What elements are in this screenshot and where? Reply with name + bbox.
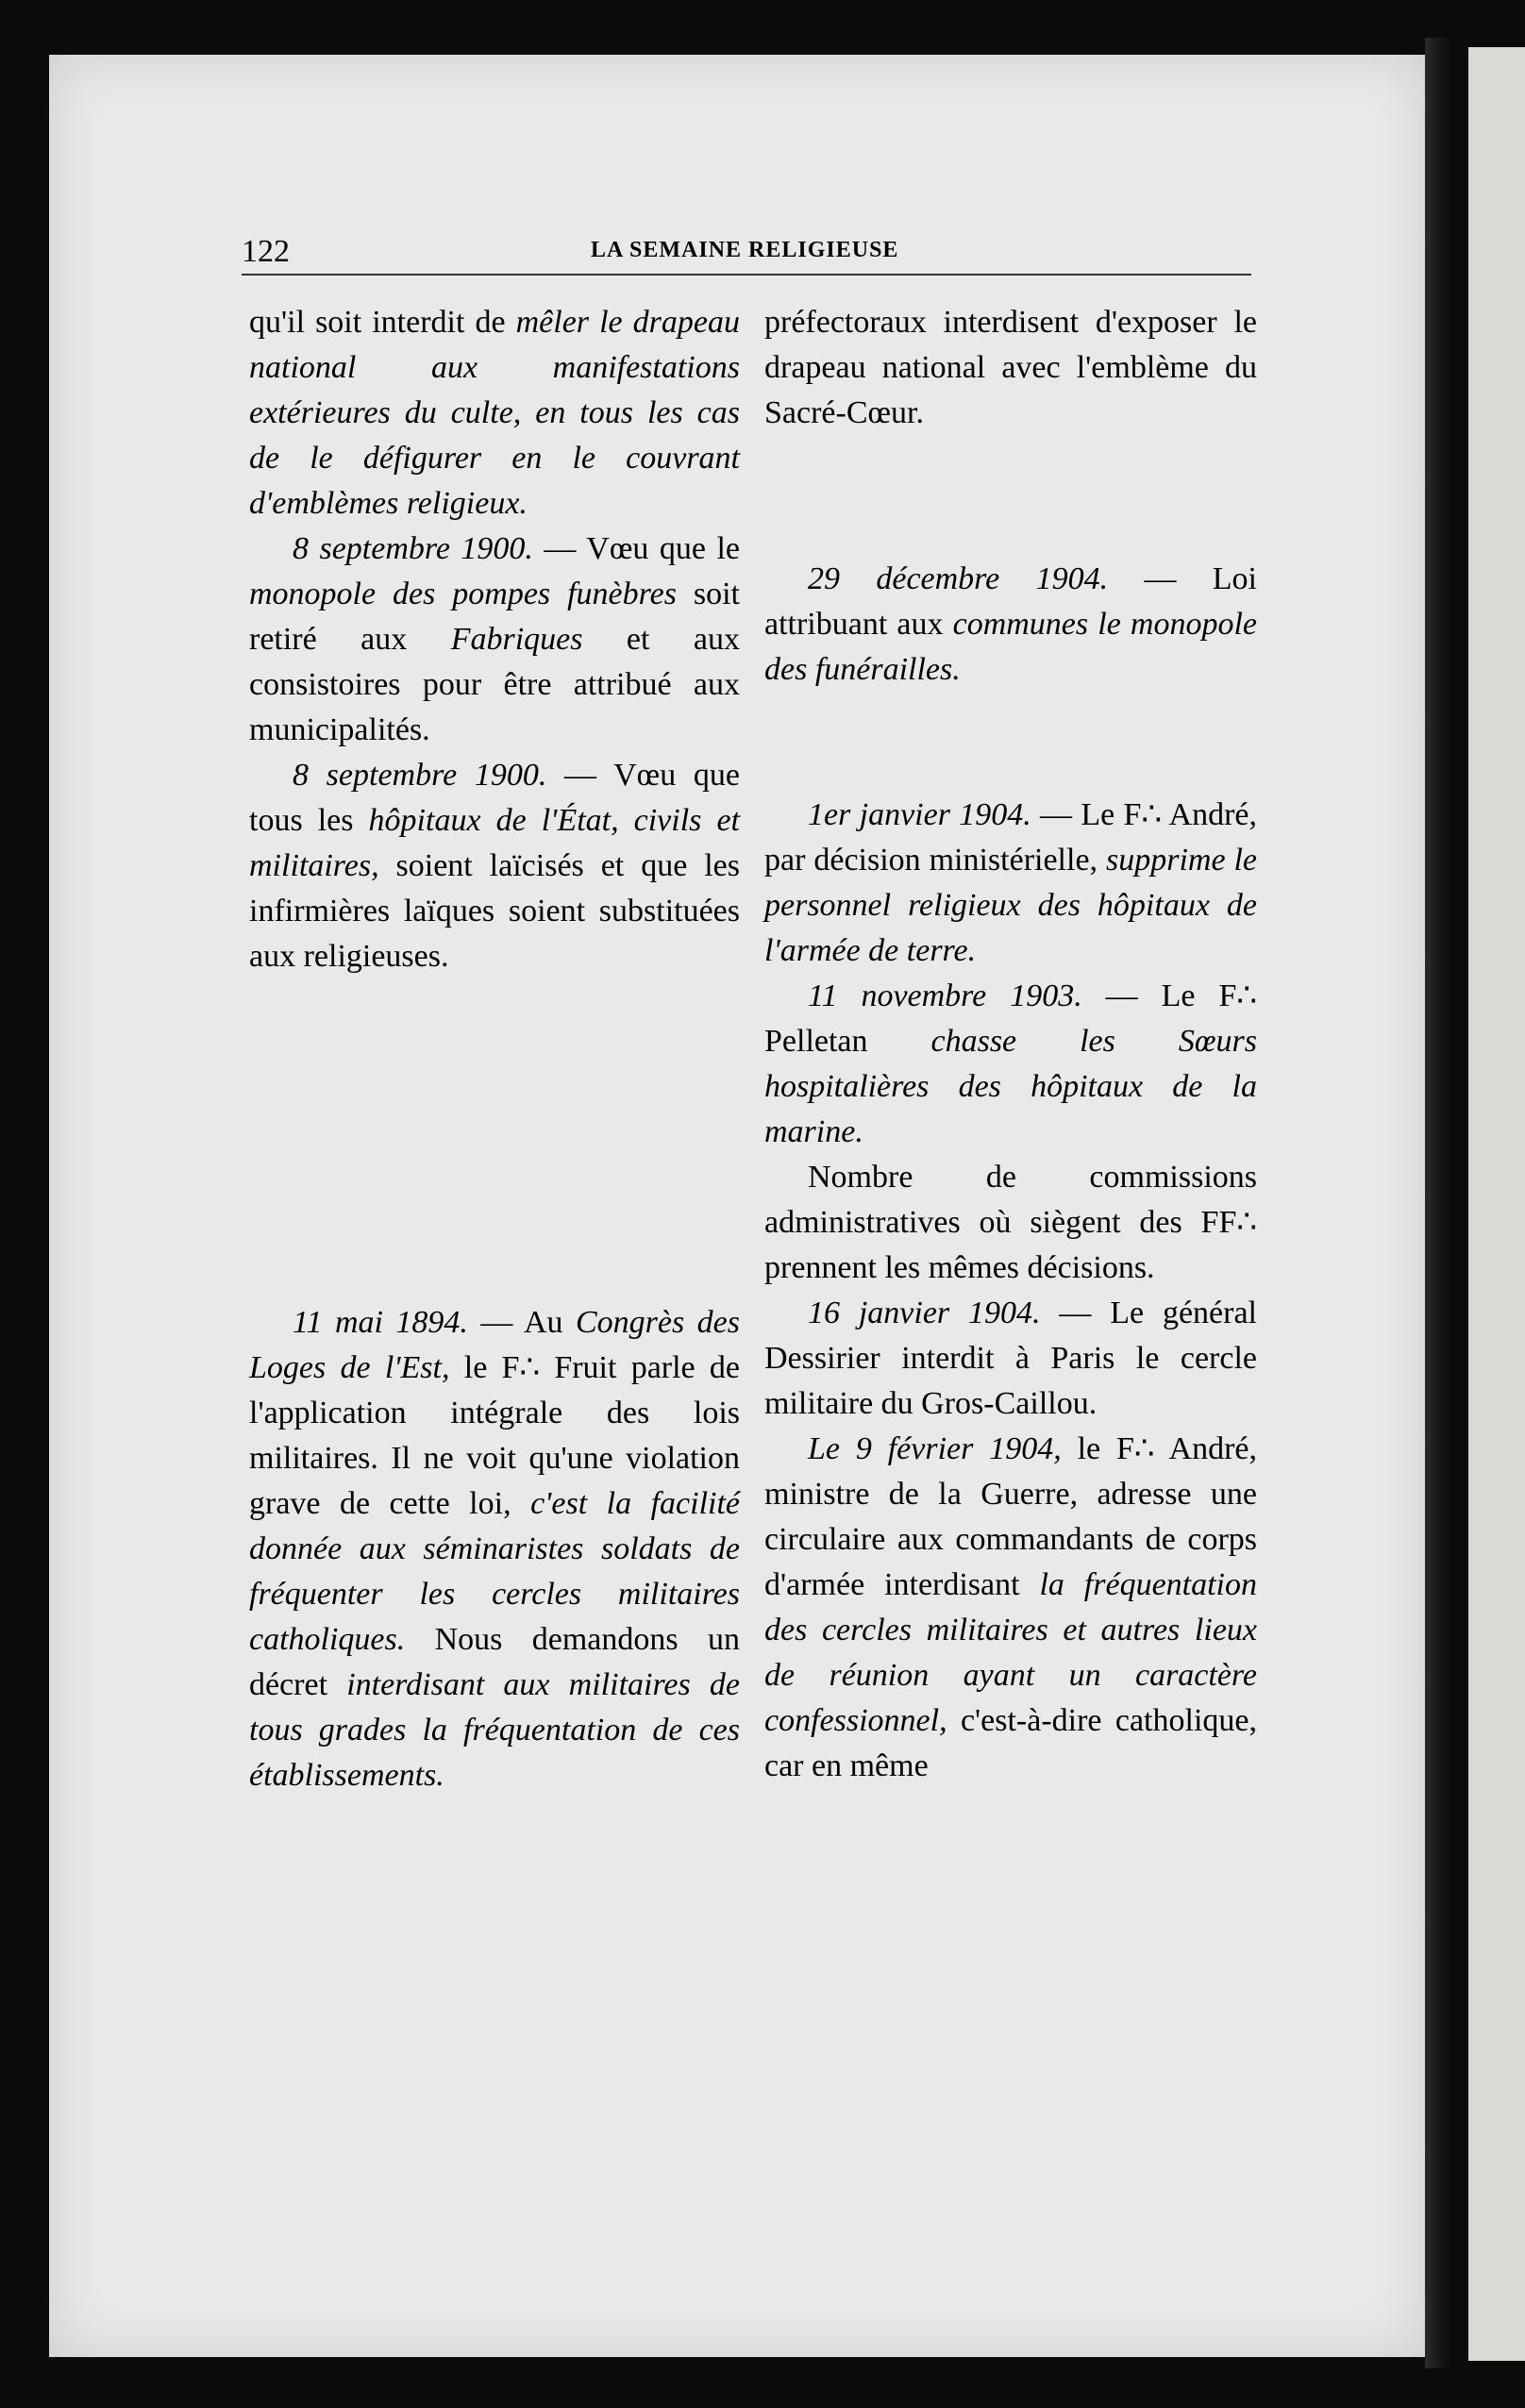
text-run-italic: la fréquentation des cercles militaires et autres lieux de réunion ayant un caractère confessionnel, (764, 1567, 1257, 1738)
text-run: — Le général Dessirier interdit à Paris le cercle militaire du Gros-Caillou. (764, 1296, 1258, 1421)
right-paragraph-6 (764, 1291, 1257, 1427)
page-gutter-shadow (1425, 38, 1451, 2368)
header-rule (242, 274, 1251, 276)
text-run: qu'il soit interdit de (249, 305, 516, 340)
left-column (249, 300, 740, 1798)
text-run-italic: supprime le personnel religieux des hôpitaux de l'armée de terre. (764, 843, 1258, 968)
entry-date: 29 décembre 1904. (808, 561, 1109, 596)
text-run: — Vœu que tous les (249, 758, 740, 838)
text-run: — Le F∴ Pelletan (764, 978, 1257, 1059)
left-paragraph-2 (249, 527, 740, 753)
text-run: et aux consistoires pour être attribué aux municipalités. (249, 622, 740, 747)
entry-date: 8 septembre 1900. (293, 531, 533, 566)
page-number: 122 (242, 234, 290, 269)
entry-date: Le 9 février 1904, (808, 1431, 1062, 1466)
running-head: LA SEMAINE RELIGIEUSE (591, 238, 899, 262)
text-run-italic: communes le monopole des funérailles. (764, 607, 1257, 687)
text-run-italic: Congrès des Loges de l'Est, (249, 1305, 740, 1385)
text-run-italic: hôpitaux de l'État, civils et militaires, (249, 803, 740, 883)
right-column (764, 300, 1257, 1789)
text-run: — Au (467, 1305, 576, 1340)
text-run: le F∴ André, ministre de la Guerre, adresse une circulaire aux commandants de corps d'armée interdisant (764, 1431, 1257, 1602)
text-run: — Le F∴ André, par décision ministérielle, (764, 797, 1257, 878)
left-paragraph-1 (249, 300, 740, 527)
adjacent-page-edge (1468, 47, 1525, 2361)
text-run: Nous demandons un décret (249, 1622, 740, 1702)
entry-date: 11 mai 1894. (293, 1305, 468, 1340)
text-run-italic: interdisant aux militaires de tous grades la fréquentation de ces établissements. (249, 1667, 740, 1793)
text-run: — Vœu que le (532, 531, 740, 566)
right-paragraph-4 (764, 974, 1257, 1155)
entry-date: 11 novembre 1903. (808, 978, 1082, 1013)
right-paragraph-5: Nombre de commissions administratives où siègent des FF∴ prennent les mêmes décisions. (764, 1160, 1257, 1285)
right-paragraph-2 (764, 557, 1257, 693)
text-run: soient laïcisés et que les infirmières laïques soient substituées aux religieuses. (249, 848, 740, 974)
text-run-italic: mêler le drapeau national aux manifestations extérieures du culte, en tous les cas de le défigurer en le couvrant d'emblèmes religieux. (249, 305, 740, 521)
entry-date: 1er janvier 1904. (808, 797, 1031, 832)
left-paragraph-3 (249, 753, 740, 979)
right-paragraph-3 (764, 793, 1257, 974)
text-run-italic: monopole des pompes funèbres (249, 577, 677, 611)
text-run: le F∴ Fruit parle de l'application intégrale des lois militaires. Il ne voit qu'une violation grave de cette loi, (249, 1350, 740, 1521)
text-run-italic: Fabriques (450, 622, 583, 657)
text-run: — Loi attribuant aux (764, 561, 1258, 642)
entry-date: 8 septembre 1900. (293, 758, 547, 793)
right-paragraph-7 (764, 1427, 1257, 1789)
column-gap (764, 693, 1257, 793)
left-paragraph-4 (249, 1300, 740, 1798)
text-run-italic: c'est la facilité donnée aux séminaristes soldats de fréquenter les cercles militaires catholiques. (249, 1486, 741, 1657)
right-paragraph-1: préfectoraux interdisent d'exposer le drapeau national avec l'emblème du Sacré-Cœur. (764, 305, 1257, 430)
text-run-italic: chasse les Sœurs hospitalières des hôpitaux de la marine. (764, 1024, 1257, 1149)
entry-date: 16 janvier 1904. (808, 1296, 1041, 1330)
column-gap (249, 979, 740, 1300)
text-run: soit retiré aux (249, 577, 740, 657)
column-gap (764, 436, 1257, 557)
text-run: c'est-à-dire catholique, car en même (764, 1703, 1257, 1783)
